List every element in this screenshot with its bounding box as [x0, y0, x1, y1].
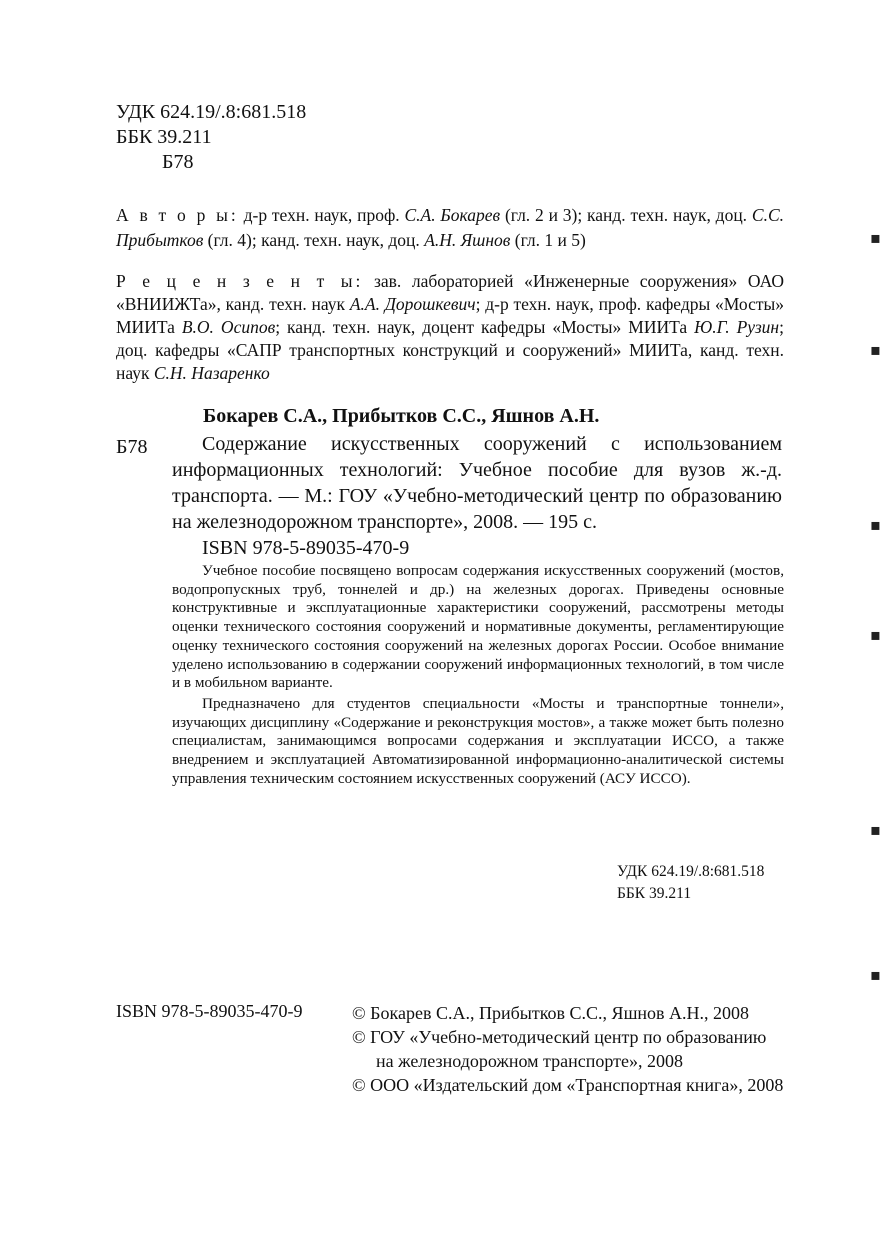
copyright-publishing-house: © ООО «Издательский дом «Транспортная книга», 2008	[352, 1075, 784, 1095]
annotation-paragraph-1: Учебное пособие посвящено вопросам содержания искусственных сооружений (мостов, водопропускных труб, тоннелей и др.) на железных дорогах. Приведены основные конструктивные и эксплуатационные характеристики сооружений, рассмотрены методы оценки технического состояния сооружений и нормативные документы, регламентирующие оценку технического состояния сооружений на железных дорогах России. Особое внимание уделено использованию в содержании сооружений информационных технологий, в том числе и в мобильном варианте.	[172, 562, 784, 692]
reviewers-text: зав. лабораторией «Инженерные сооружения» ОАО «ВНИИЖТа», канд. техн. наук	[116, 271, 784, 314]
reviewer-name: В.О. Осипов	[181, 317, 276, 337]
authors-text: (гл. 1 и 5)	[510, 230, 586, 250]
entry-isbn: ISBN 978-5-89035-470-9	[202, 537, 410, 559]
reviewers-text: ; д-р техн. наук, проф. кафедры «Мосты» МИИТа	[116, 294, 785, 337]
reviewer-name: Ю.Г. Рузин	[694, 317, 780, 337]
reviewers-label: Р е ц е н з е н т ы:	[116, 271, 364, 291]
authors-text: д-р техн. наук, проф.	[238, 205, 405, 225]
entry-description: Содержание искусственных сооружений с использованием информационных технологий: Учебное пособие для вузов ж.-д. транспорта. — М.: ГОУ «Учебно-методический центр по образованию на железнодорожном транспорте», 2008. — 195 с.	[172, 433, 782, 533]
reviewers-text: ; доц. кафедры «САПР транспортных конструкций и сооружений» МИИТа, канд. техн. наук	[116, 317, 784, 383]
scan-artifact-mark: ▪	[870, 965, 881, 984]
scan-artifact-mark: ▪	[870, 515, 881, 534]
author-mark: Б78	[162, 151, 194, 173]
bibliographic-entry	[172, 431, 782, 561]
entry-author-mark: Б78	[116, 436, 148, 458]
scan-artifact-mark: ▪	[870, 228, 881, 247]
copyright-authors: © Бокарев С.А., Прибытков С.С., Яшнов А.Н., 2008	[352, 1003, 750, 1023]
annotation	[172, 562, 784, 790]
author-name: С.А. Бокарев	[404, 205, 501, 225]
footer-classification	[617, 861, 764, 905]
reviewer-name: С.Н. Назаренко	[153, 363, 270, 383]
bbk-code: ББК 39.211	[116, 126, 212, 148]
authors-text: (гл. 4); канд. техн. наук, доц.	[203, 230, 425, 250]
footer-isbn: ISBN 978-5-89035-470-9	[116, 1001, 303, 1021]
reviewers-text: ; канд. техн. наук, доцент кафедры «Мосты» МИИТа	[275, 317, 695, 337]
annotation-paragraph-2: Предназначено для студентов специальности «Мосты и транспортные тоннели», изучающих дисциплину «Содержание и реконструкция мостов», а также может быть полезно специалистам, занимающимся вопросами содержания и эксплуатации ИССО, а также внедрением и эксплуатацией Автоматизированной информационно-аналитической системы управления техническим состоянием искусственных сооружений (АСУ ИССО).	[172, 694, 784, 787]
author-name: С.С. Прибытков	[116, 205, 784, 250]
entry-authors-heading: Бокарев С.А., Прибытков С.С., Яшнов А.Н.	[203, 405, 600, 427]
copyright-publisher-center-cont: на железнодорожном транспорте», 2008	[376, 1051, 684, 1071]
udk-code: УДК 624.19/.8:681.518	[116, 101, 307, 123]
reviewers-paragraph	[116, 270, 784, 385]
footer-bbk: ББК 39.211	[617, 885, 692, 902]
footer-udk: УДК 624.19/.8:681.518	[617, 863, 765, 880]
copyright-publisher-center: © ГОУ «Учебно-методический центр по образованию	[352, 1027, 767, 1047]
scan-artifact-mark: ▪	[870, 820, 881, 839]
authors-paragraph	[116, 203, 784, 253]
classification-block	[116, 100, 306, 175]
author-name: А.Н. Яшнов	[424, 230, 511, 250]
authors-text: (гл. 2 и 3); канд. техн. наук, доц.	[500, 205, 752, 225]
reviewer-name: А.А. Дорошкевич	[349, 294, 476, 314]
scan-artifact-mark: ▪	[870, 340, 881, 359]
copyright-block	[352, 1001, 792, 1097]
scan-artifact-mark: ▪	[870, 625, 881, 644]
authors-label: А в т о р ы:	[116, 205, 239, 225]
